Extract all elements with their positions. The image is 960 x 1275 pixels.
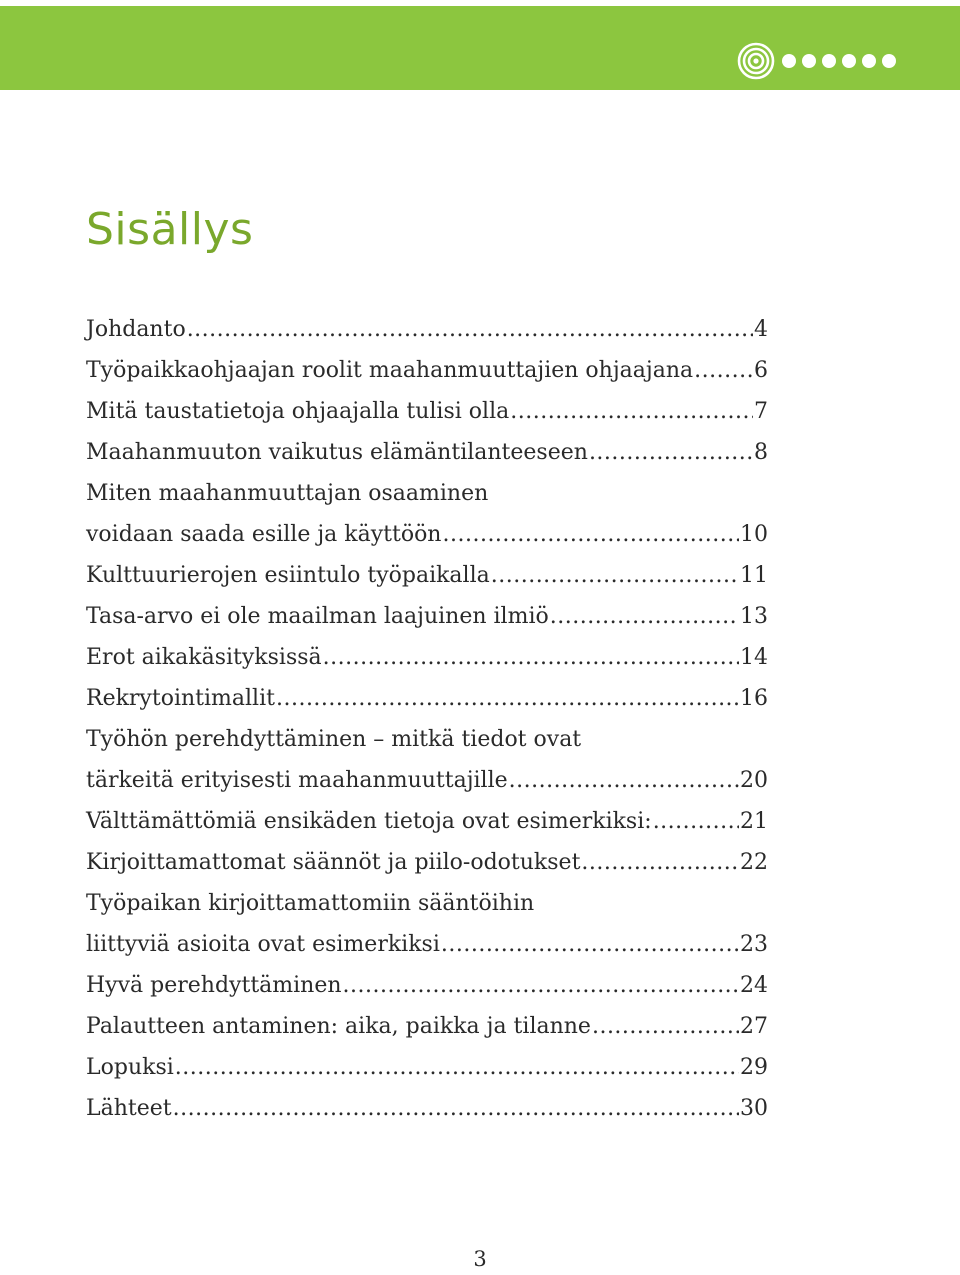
toc-page-number: 14 [740, 645, 768, 670]
toc-entry-title: Kirjoittamattomat säännöt ja piilo-odotukset [86, 850, 581, 875]
toc-entry [86, 760, 768, 801]
toc-page-number: 30 [740, 1096, 768, 1121]
toc-entry-title: tärkeitä erityisesti maahanmuuttajille [86, 768, 508, 793]
logo-dot-icon [822, 54, 836, 68]
toc-entry-title: Johdanto [86, 317, 186, 342]
dot-leader [323, 637, 739, 678]
logo-dot-icon [802, 54, 816, 68]
dot-leader [510, 391, 753, 432]
toc-entry [86, 842, 768, 883]
toc-entry-title: Hyvä perehdyttäminen [86, 973, 342, 998]
toc-entry-title: Mitä taustatietoja ohjaajalla tulisi olla [86, 399, 510, 424]
toc-entry-title: Lopuksi [86, 1055, 174, 1080]
dot-leader [441, 924, 739, 965]
logo [736, 38, 896, 84]
toc-entry-title: Työpaikan kirjoittamattomiin sääntöihin [86, 891, 535, 916]
spiral-logo-icon [736, 41, 776, 81]
toc-entry [86, 883, 768, 924]
toc-page-number: 13 [740, 604, 768, 629]
dot-leader [187, 309, 753, 350]
dot-leader [550, 596, 739, 637]
dot-leader [589, 432, 753, 473]
toc-entry [86, 637, 768, 678]
page-number: 3 [473, 1247, 487, 1271]
logo-dot-icon [882, 54, 896, 68]
logo-dot-icon [862, 54, 876, 68]
dot-leader [491, 555, 739, 596]
dot-leader [509, 760, 739, 801]
toc-entry-title: Tasa-arvo ei ole maailman laajuinen ilmiö [86, 604, 549, 629]
toc-entry-title: Rekrytointimallit [86, 686, 275, 711]
toc-page-number: 7 [754, 399, 768, 424]
toc-entry [86, 514, 768, 555]
toc-entry-title: Kulttuurierojen esiintulo työpaikalla [86, 563, 490, 588]
toc-entry [86, 473, 768, 514]
toc-entry [86, 596, 768, 637]
dot-leader [175, 1047, 739, 1088]
table-of-contents [86, 309, 768, 1129]
dot-leader [173, 1088, 739, 1129]
toc-page-number: 21 [740, 809, 768, 834]
toc-page-number: 6 [754, 358, 768, 383]
toc-entry [86, 1047, 768, 1088]
toc-page-number: 4 [754, 317, 768, 342]
toc-page-number: 22 [740, 850, 768, 875]
toc-page-number: 27 [740, 1014, 768, 1039]
toc-entry [86, 965, 768, 1006]
toc-entry-title: Erot aikakäsityksissä [86, 645, 322, 670]
toc-entry [86, 1006, 768, 1047]
dot-leader [694, 350, 753, 391]
dot-leader [581, 842, 739, 883]
dot-leader [592, 1006, 739, 1047]
toc-entry-title: Työpaikkaohjaajan roolit maahanmuuttajien ohjaajana [86, 358, 694, 383]
logo-dot-icon [782, 54, 796, 68]
page-title: Sisällys [86, 204, 254, 255]
logo-dot-icon [842, 54, 856, 68]
toc-entry-title: liittyviä asioita ovat esimerkiksi [86, 932, 440, 957]
dot-leader [343, 965, 739, 1006]
toc-entry-title: Palautteen antaminen: aika, paikka ja tilanne [86, 1014, 591, 1039]
toc-page-number: 24 [740, 973, 768, 998]
toc-entry [86, 350, 768, 391]
toc-page-number: 16 [740, 686, 768, 711]
toc-page-number: 10 [740, 522, 768, 547]
toc-entry [86, 719, 768, 760]
toc-entry [86, 432, 768, 473]
toc-page-number: 11 [740, 563, 768, 588]
toc-page-number: 20 [740, 768, 768, 793]
toc-entry-title: Lähteet [86, 1096, 172, 1121]
toc-entry [86, 391, 768, 432]
toc-entry-title: Miten maahanmuuttajan osaaminen [86, 481, 489, 506]
toc-entry-title: voidaan saada esille ja käyttöön [86, 522, 442, 547]
toc-entry-title: Välttämättömiä ensikäden tietoja ovat esimerkiksi: [86, 809, 652, 834]
toc-entry [86, 309, 768, 350]
toc-entry [86, 924, 768, 965]
toc-entry [86, 678, 768, 719]
dot-leader [442, 514, 739, 555]
dot-leader [276, 678, 739, 719]
dot-leader [653, 801, 739, 842]
toc-entry [86, 801, 768, 842]
toc-entry-title: Työhön perehdyttäminen – mitkä tiedot ovat [86, 727, 582, 752]
toc-page-number: 8 [754, 440, 768, 465]
toc-page-number: 23 [740, 932, 768, 957]
toc-entry [86, 555, 768, 596]
header-band [0, 6, 960, 90]
toc-entry [86, 1088, 768, 1129]
toc-page-number: 29 [740, 1055, 768, 1080]
toc-entry-title: Maahanmuuton vaikutus elämäntilanteeseen [86, 440, 588, 465]
